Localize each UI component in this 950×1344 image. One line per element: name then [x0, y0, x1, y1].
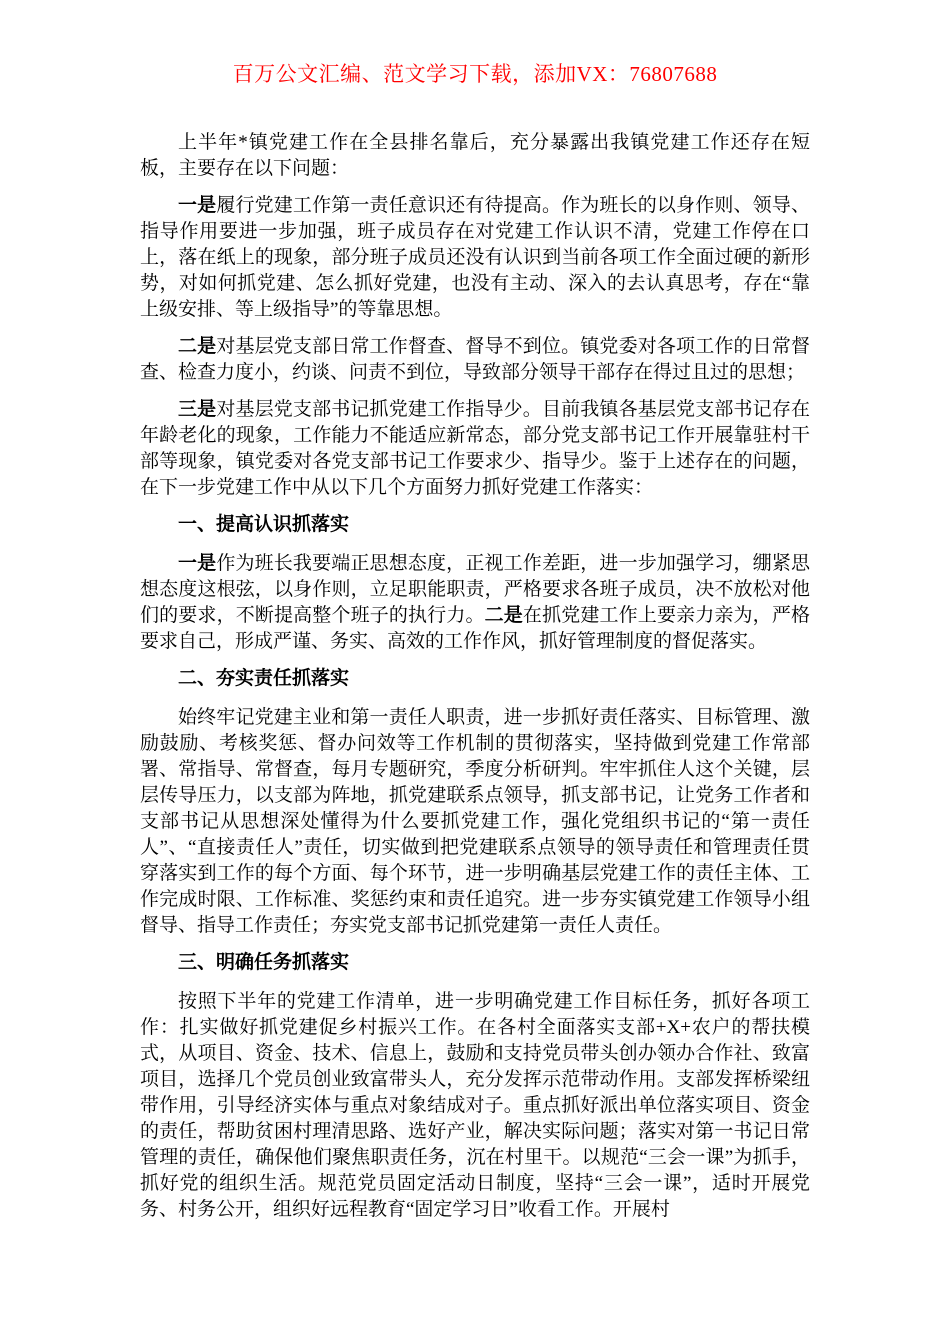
bold-text-run: 二、夯实责任抓落实 — [178, 668, 350, 689]
text-run: 始终牢记党建主业和第一责任人职责，进一步抓好责任落实、目标管理、激励鼓励、考核奖惩、督办问效等工作机制的贯彻落实，坚持做到党建工作常部署、常指导、常督查，每月专题研究，季度分析研判。牢牢抓住人这个关键，层层传导压力，以支部为阵地，抓党建联系点领导，抓支部书记，让党务工作者和支部书记从思想深处懂得为什么要抓党建工作，强化党组织书记的“第一责任人”、“直接责任人”责任，切实做到把党建联系点领导的领导责任和管理责任贯穿落实到工作的每个方面、每个环节，进一步明确基层党建工作的责任主体、工作完成时限、工作标准、奖惩约束和责任追究。进一步夯实镇党建工作领导小组督导、指导工作责任；夯实党支部书记抓党建第一责任人责任。 — [140, 707, 810, 936]
bold-text-run: 二是 — [178, 336, 217, 357]
text-run: 在抓党建工作上要亲力亲为，严格要求自己，形成严谨、务实、高效的工作作风，抓好管理制度的督促落实。 — [140, 605, 810, 652]
paragraph — [140, 705, 810, 939]
text-run: 按照下半年的党建工作清单，进一步明确党建工作目标任务，抓好各项工作：扎实做好抓党建促乡村振兴工作。在各村全面落实支部+X+农户的帮扶模式，从项目、资金、技术、信息上，鼓励和支持党员带头创办领办合作社、致富项目，选择几个党员创业致富带头人，充分发挥示范带动作用。支部发挥桥梁纽带作用，引导经济实体与重点对象结成对子。重点抓好派出单位落实项目、资金的责任，帮助贫困村理清思路、选好产业，解决实际问题；落实对第一书记日常管理的责任，确保他们聚焦职责任务，沉在村里干。以规范“三会一课”为抓手，抓好党的组织生活。规范党员固定活动日制度，坚持“三会一课”，适时开展党务、村务公开，组织好远程教育“固定学习日”收看工作。开展村 — [140, 991, 810, 1220]
paragraph — [140, 193, 810, 323]
bold-text-run: 一、提高认识抓落实 — [178, 514, 350, 535]
section-heading — [140, 512, 810, 538]
bold-text-run: 一是 — [178, 553, 217, 574]
paragraph — [140, 334, 810, 386]
text-run: 作为班长我要端正思想态度，正视工作差距，进一步加强学习，绷紧思想态度这根弦，以身作则，立足职能职责，严格要求各班子成员，决不放松对他们的要求，不断提高整个班子的执行力。 — [140, 553, 810, 626]
text-run: 上半年*镇党建工作在全县排名靠后，充分暴露出我镇党建工作还存在短板，主要存在以下问题： — [140, 132, 810, 179]
section-heading — [140, 950, 810, 976]
section-heading — [140, 666, 810, 692]
bold-text-run: 二是 — [484, 605, 523, 626]
bold-text-run: 三是 — [178, 399, 217, 420]
paragraph — [140, 130, 810, 182]
paragraph — [140, 397, 810, 501]
paragraph — [140, 551, 810, 655]
promo-banner-text: 百万公文汇编、范文学习下载，添加VX：76807688 — [232, 62, 718, 86]
bold-text-run: 三、明确任务抓落实 — [178, 952, 350, 973]
document-body — [140, 130, 810, 1223]
text-run: 对基层党支部书记抓党建工作指导少。目前我镇各基层党支部书记存在年龄老化的现象，工作能力不能适应新常态，部分党支部书记工作开展靠驻村干部等现象，镇党委对各党支部书记工作要求少、指导少。鉴于上述存在的问题，在下一步党建工作中从以下几个方面努力抓好党建工作落实： — [140, 399, 810, 498]
text-run: 对基层党支部日常工作督查、督导不到位。镇党委对各项工作的日常督查、检查力度小，约谈、问责不到位，导致部分领导干部存在得过且过的思想； — [140, 336, 810, 383]
bold-text-run: 一是 — [178, 195, 217, 216]
paragraph — [140, 989, 810, 1223]
promo-banner — [140, 58, 810, 88]
text-run: 履行党建工作第一责任意识还有待提高。作为班长的以身作则、领导、指导作用要进一步加强，班子成员存在对党建工作认识不清，党建工作停在口上，落在纸上的现象，部分班子成员还没有认识到当前各项工作全面过硬的新形势，对如何抓党建、怎么抓好党建，也没有主动、深入的去认真思考，存在“靠上级安排、等上级指导”的等靠思想。 — [140, 195, 810, 320]
